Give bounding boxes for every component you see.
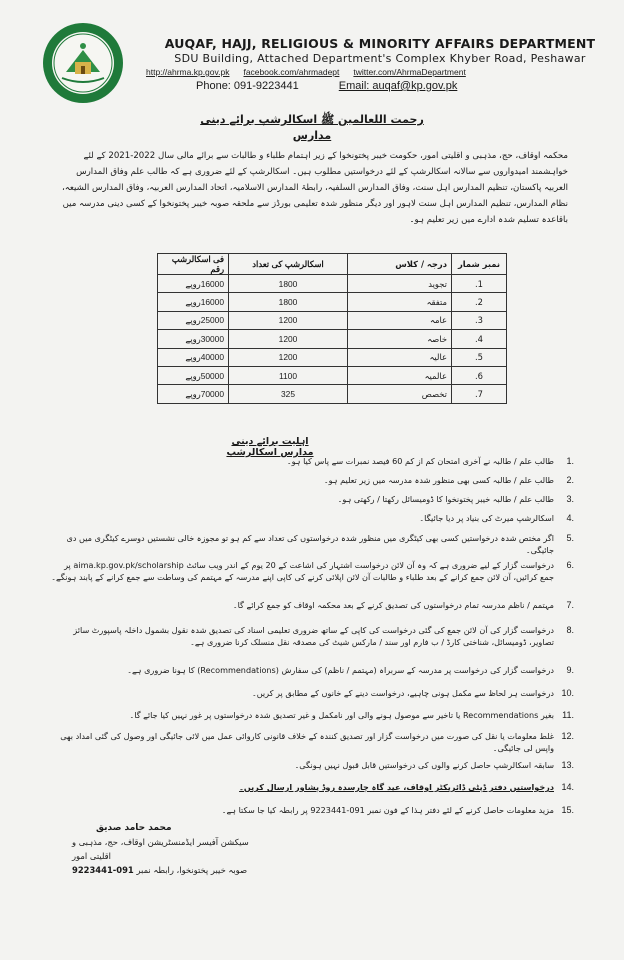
- phone-text: Phone: 091-9223441: [196, 80, 299, 92]
- item-number: 11.: [562, 710, 574, 720]
- header-contact: [196, 80, 457, 92]
- list-item: [48, 624, 574, 648]
- cell-serial: 5.: [452, 348, 507, 366]
- list-item: [48, 709, 574, 721]
- cell-serial: 3.: [452, 311, 507, 329]
- table-row: [158, 366, 507, 384]
- office-text: صوبہ خیبر پختونخوا، رابطہ نمبر: [136, 865, 248, 875]
- cell-serial: 1.: [452, 275, 507, 293]
- cell-amount: 70000روپے: [158, 385, 229, 403]
- item-number: 5.: [566, 533, 574, 543]
- table-row: [158, 385, 507, 403]
- eligibility-title: اہلیت برائے دینی مدارس اسکالرشپ: [226, 436, 314, 458]
- list-item: [48, 474, 574, 486]
- item-text: مزید معلومات حاصل کرنے کے لئے دفتر ہذا کے فون نمبر 091-9223441 پر رابطہ کیا جا سکتا ہے۔: [221, 805, 554, 815]
- header-level: درجہ / کلاس: [348, 254, 452, 275]
- list-item: [48, 687, 574, 699]
- list-item: [48, 781, 574, 793]
- cell-count: 1800: [229, 293, 348, 311]
- item-number: 10.: [561, 688, 574, 698]
- cell-level: عامہ: [348, 311, 452, 329]
- cell-serial: 4.: [452, 330, 507, 348]
- table-row: [158, 348, 507, 366]
- item-number: 7.: [566, 600, 574, 610]
- scholarship-table: [157, 253, 507, 404]
- cell-count: 1100: [229, 366, 348, 384]
- cell-amount: 40000روپے: [158, 348, 229, 366]
- website-link[interactable]: http://ahrma.kp.gov.pk: [146, 67, 230, 77]
- list-item: [48, 532, 574, 556]
- cell-amount: 50000روپے: [158, 366, 229, 384]
- cell-level: عالمیہ: [348, 366, 452, 384]
- cell-count: 325: [229, 385, 348, 403]
- item-number: 14.: [561, 782, 574, 792]
- cell-amount: 16000روپے: [158, 275, 229, 293]
- item-text: درخواست گزار کی آن لائن جمع کی گئی درخواست کی کاپی کے ساتھ ضروری تعلیمی اسناد کی تصدیق شدہ نقول بشمول داخلہ پاسپورٹ سائز تصاویر، ڈومیسائل، شناختی کارڈ / ب فارم اور سند / مارکس شیٹ کی مصدقہ نقل منسلک کرنا ضروری ہے۔: [73, 625, 554, 647]
- item-number: 3.: [566, 494, 574, 504]
- cell-level: تخصص: [348, 385, 452, 403]
- item-number: 2.: [566, 475, 574, 485]
- cell-level: خاصہ: [348, 330, 452, 348]
- table-row: [158, 330, 507, 348]
- signatory-phone: 091-9223441: [72, 865, 134, 875]
- item-number: 4.: [566, 513, 574, 523]
- item-text: درخواست گزار کی درخواست پر مدرسہ کے سربراہ (مہتمم / ناظم) کی سفارش (Recommendations) کا ہونا ضروری ہے۔: [127, 665, 554, 675]
- item-text: درخواست ہر لحاظ سے مکمل ہونی چاہیے، درخواست دینے کے خانوں کے مطابق پر کریں۔: [251, 688, 554, 698]
- cell-count: 1200: [229, 330, 348, 348]
- table-row: [158, 311, 507, 329]
- twitter-link[interactable]: twitter.com/AhrmaDepartment: [353, 67, 466, 77]
- item-number: 12.: [561, 731, 574, 741]
- list-item: [48, 599, 574, 611]
- header-count: اسکالرشپ کی تعداد: [229, 254, 348, 275]
- list-item: [48, 512, 574, 524]
- item-number: 1.: [566, 456, 574, 466]
- department-name: AUQAF, HAJJ, RELIGIOUS & MINORITY AFFAIRS DEPARTMENT: [164, 36, 596, 51]
- notice-title: رحمت اللعالمین ﷺ اسکالرشپ برائے دینی مدارس: [200, 113, 424, 142]
- list-item: [48, 730, 574, 754]
- item-number: 9.: [566, 665, 574, 675]
- table-row: [158, 275, 507, 293]
- item-number: 15.: [561, 805, 574, 815]
- header-links: [146, 67, 606, 77]
- cell-serial: 7.: [452, 385, 507, 403]
- department-address: SDU Building, Attached Department's Complex Khyber Road, Peshawar: [174, 52, 586, 65]
- list-item: [48, 455, 574, 467]
- cell-count: 1200: [229, 348, 348, 366]
- list-item: [48, 559, 574, 583]
- item-number: 13.: [561, 760, 574, 770]
- cell-level: متفقہ: [348, 293, 452, 311]
- signatory-designation: سیکشن آفیسر ایڈمنسٹریشن اوقاف، حج، مذہبی و اقلیتی امور: [72, 837, 249, 861]
- table-row: [158, 293, 507, 311]
- cell-count: 1800: [229, 275, 348, 293]
- list-item: [48, 759, 574, 771]
- list-item: [48, 664, 574, 676]
- table-header-row: [158, 254, 507, 275]
- facebook-link[interactable]: facebook.com/ahrmadept: [243, 67, 340, 77]
- item-text: سابقہ اسکالرشپ حاصل کرنے والوں کی درخواستیں قابل قبول نہیں ہونگی۔: [294, 760, 554, 770]
- cell-amount: 16000روپے: [158, 293, 229, 311]
- cell-amount: 25000روپے: [158, 311, 229, 329]
- cell-level: تجوید: [348, 275, 452, 293]
- list-item: [48, 493, 574, 505]
- item-text: بغیر Recommendations یا تاخیر سے موصول ہونے والی اور نامکمل و غیر تصدیق شدہ درخواستوں پر غور نہیں کیا جائے گا۔: [129, 710, 554, 720]
- list-item: [48, 804, 574, 816]
- item-number: 8.: [566, 625, 574, 635]
- item-text: درخواستیں دفتر ڈپٹی ڈائریکٹر اوقاف، عید گاہ چارسدہ روڈ پشاور ارسال کریں۔: [239, 782, 554, 792]
- item-text: درخواست گزار کے لیے ضروری ہے کہ وہ آن لائن درخواست اشتہار کی اشاعت کے 20 یوم کے اندر ویب سائٹ aima.kp.gov.pk/scholarship پر جمع کرائیں، آن لائن جمع کرانے کے بعد طلباء و طالبات آن لائن اپلائی کرنے کی کاپی اپنے مدرسہ کے مہتمم کی وساطت سے جمع کرانے کے پابند ہونگے۔: [51, 560, 554, 582]
- signatory-name: محمد حامد صدیق: [96, 823, 172, 833]
- item-number: 6.: [566, 560, 574, 570]
- cell-level: عالیہ: [348, 348, 452, 366]
- cell-serial: 2.: [452, 293, 507, 311]
- intro-paragraph: محکمہ اوقاف، حج، مذہبی و اقلیتی امور، حکومت خیبر پختونخوا کے زیر اہتمام طلباء و طالبات سے برائے مالی سال 2022-2021 کے لئے خواہشمند امیدواروں سے سالانہ اسکالرشپ کے لئے درخواستیں مطلوب ہیں۔ اسکالرشپ کے لئے ضروری ہے کہ طالب علم وفاق المدارس العربیہ پاکستان، تنظیم المدارس اہل سنت، وفاق المدارس السلفیہ، رابطۃ المدارس الاسلامیہ، اتحاد المدارس العربیہ، وفاق المدارس الشیعہ، نظام المدارس، تنظیم المدارس اہل سنت لاہور اور دیگر منظور شدہ تعلیمی بورڈز سے ملحقہ صوبہ خیبر پختونخوا کے کسی دینی مدرسہ میں باقاعدہ تسلیم شدہ ادارے میں زیر تعلیم ہو۔: [62, 151, 568, 225]
- header-amount: فی اسکالرشپ رقم: [158, 254, 229, 275]
- cell-serial: 6.: [452, 366, 507, 384]
- item-text: اگر مختص شدہ درخواستیں کسی بھی کیٹگری میں منظور شدہ درخواستوں کی تعداد سے کم ہو تو مجوزہ خالی نشستیں دوسرے کیٹگری میں دی جائیگی۔: [66, 533, 554, 555]
- item-text: طالب علم / طالبہ خیبر پختونخوا کا ڈومیسائل رکھتا / رکھتی ہو۔: [337, 494, 554, 504]
- item-text: اسکالرشپ میرٹ کی بنیاد پر دیا جائیگا۔: [419, 513, 554, 523]
- item-text: غلط معلومات یا نقل کی صورت میں درخواست گزار اور تصدیق کنندہ کے خلاف قانونی کاروائی عمل میں لائی جائیگی اور وصول کی گئی امداد بھی واپس لی جائیگی۔: [60, 731, 554, 753]
- email-text[interactable]: Email: auqaf@kp.gov.pk: [338, 80, 458, 92]
- signature-block: [72, 821, 272, 877]
- department-seal-logo: [42, 22, 124, 104]
- cell-amount: 30000روپے: [158, 330, 229, 348]
- cell-count: 1200: [229, 311, 348, 329]
- item-text: طالب علم / طالبہ کسی بھی منظور شدہ مدرسہ میں زیر تعلیم ہو۔: [323, 475, 554, 485]
- item-text: مہتمم / ناظم مدرسہ تمام درخواستوں کی تصدیق کرنے کے بعد محکمہ اوقاف کو جمع کرائے گا۔: [232, 600, 554, 610]
- header-serial: نمبر شمار: [452, 254, 507, 275]
- item-text: طالب علم / طالبہ نے آخری امتحان کم از کم 60 فیصد نمبرات سے پاس کیا ہو۔: [286, 456, 554, 466]
- signatory-office: [72, 863, 272, 877]
